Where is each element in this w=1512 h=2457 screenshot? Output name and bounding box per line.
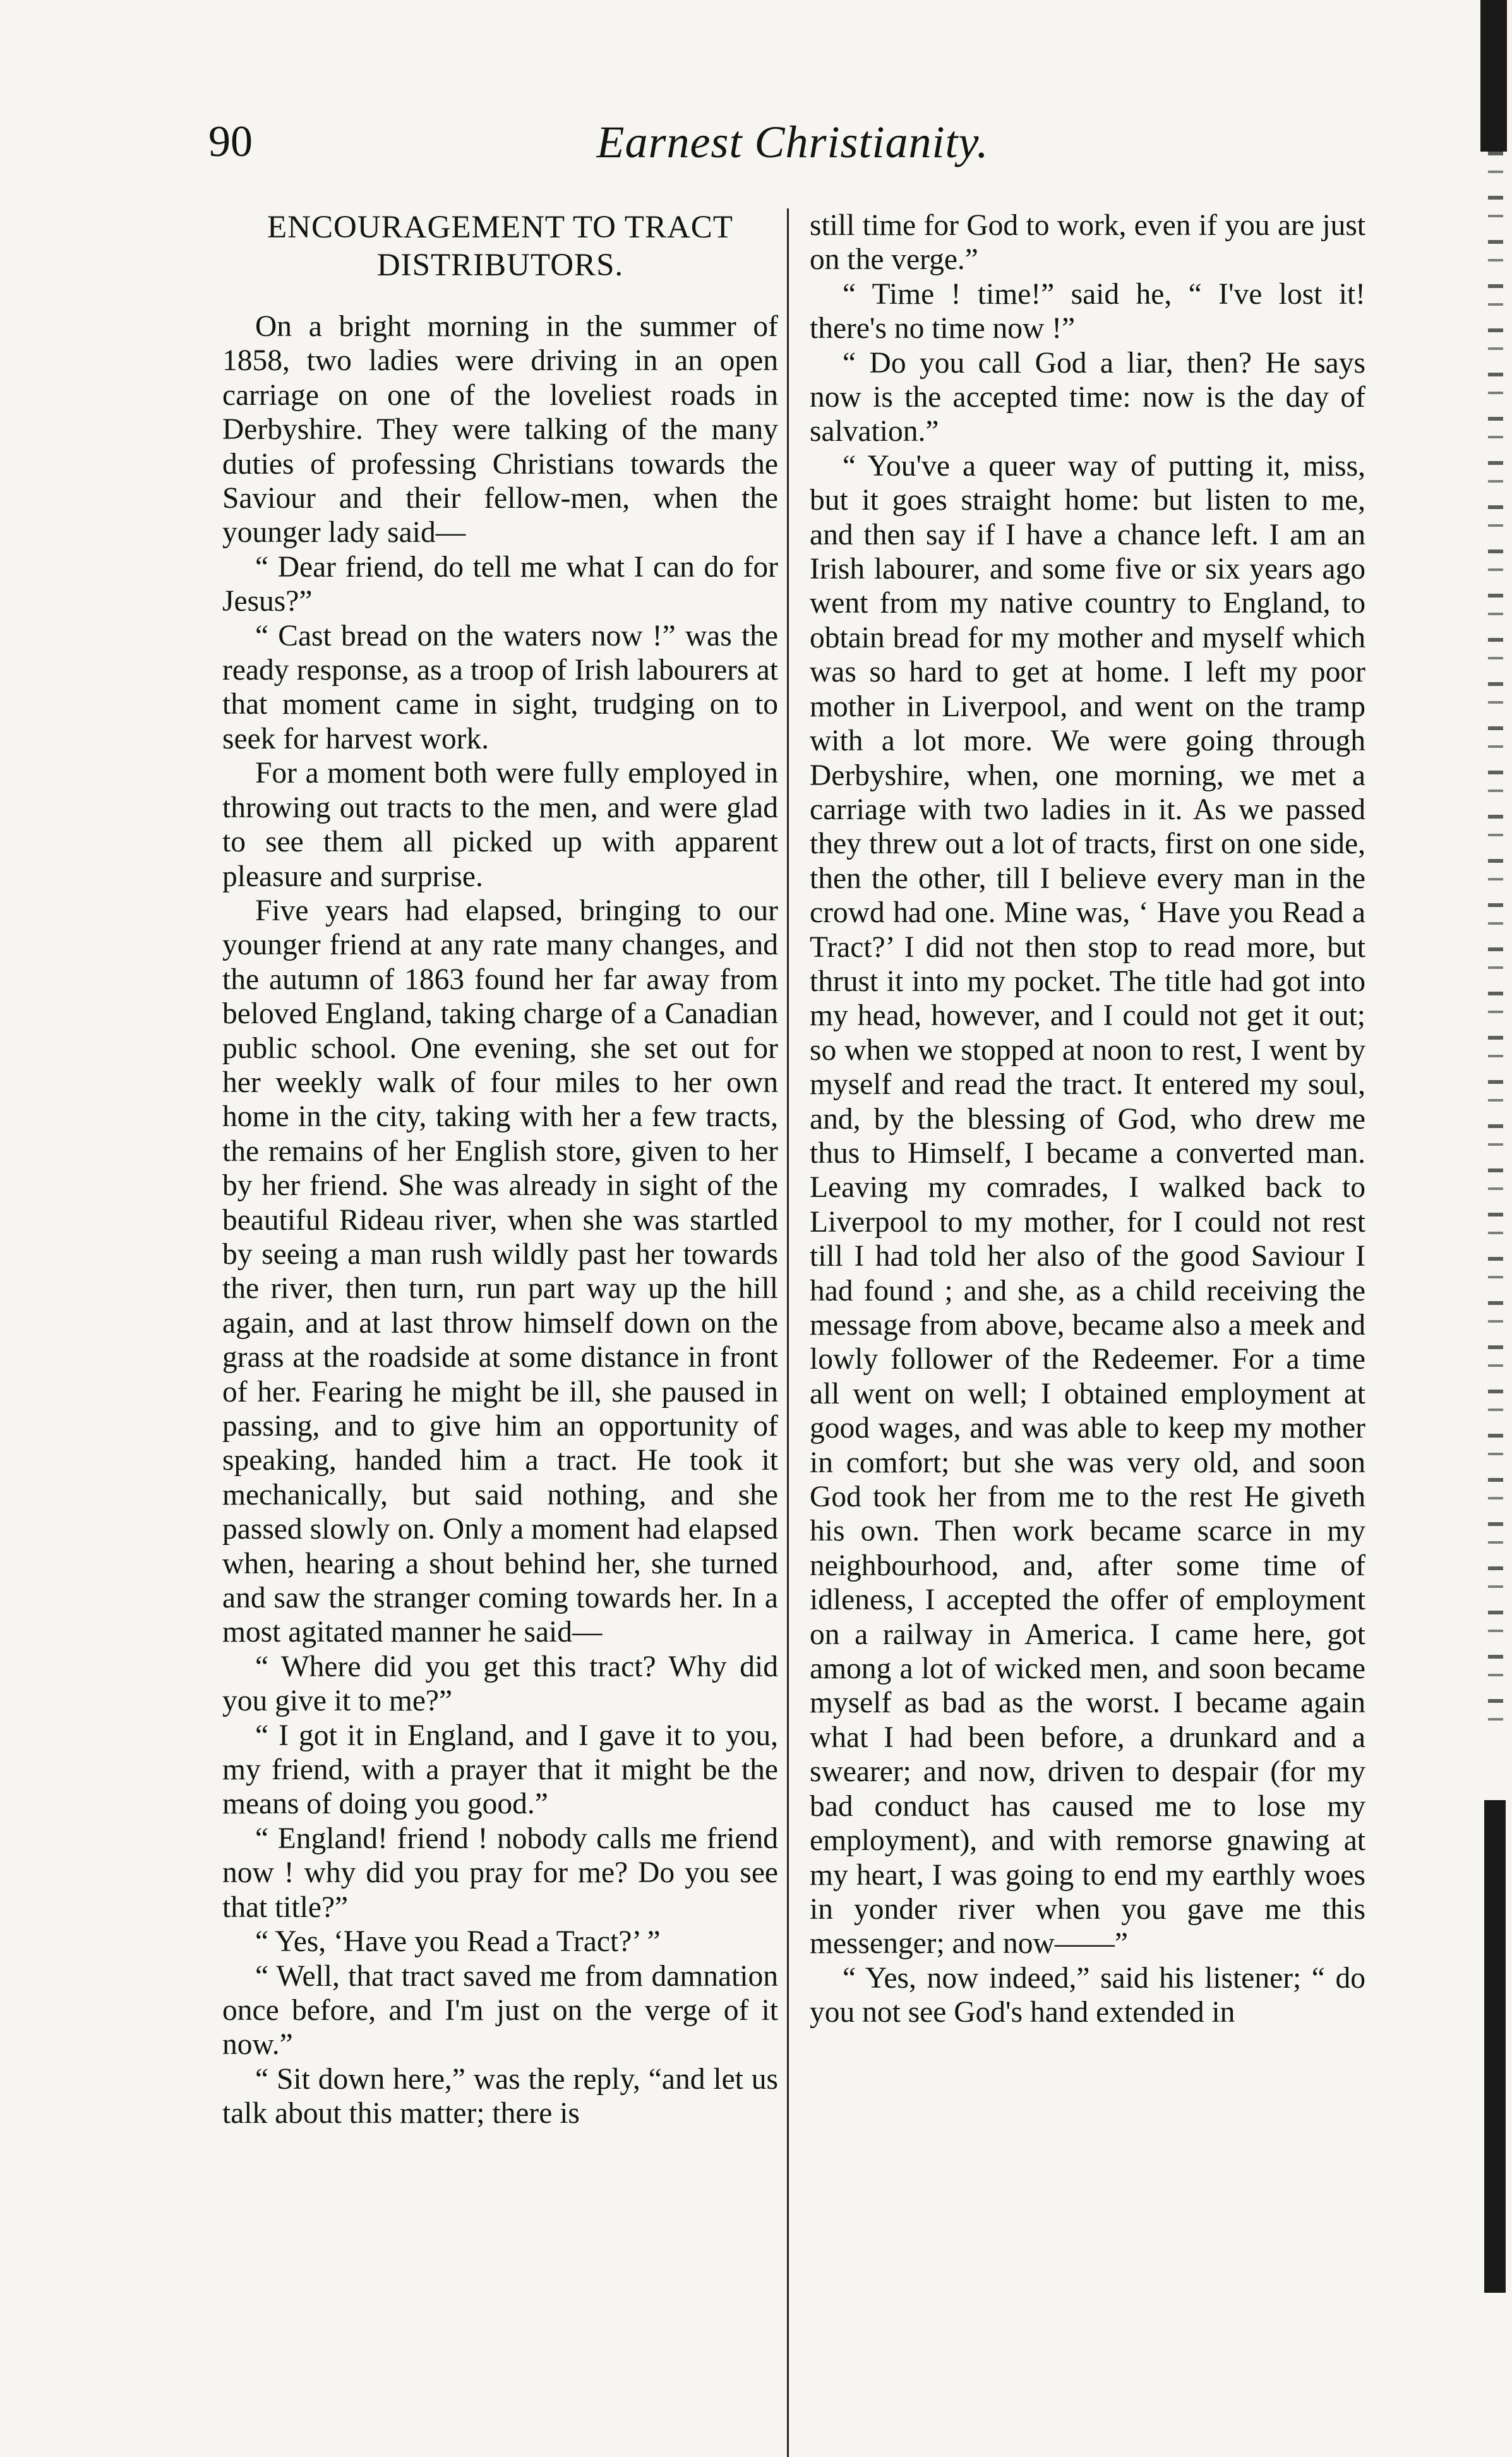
paragraph: “ Yes, now indeed,” said his listener; “ do you not see God's hand extended in <box>810 1961 1365 2029</box>
page-header <box>208 111 1377 180</box>
paragraph: “ England! friend ! nobody calls me friend now ! why did you pray for me? Do you see that title?” <box>222 1822 778 1924</box>
paragraph-continuation: still time for God to work, even if you are just on the verge.” <box>810 209 1365 277</box>
column-divider <box>787 208 789 2457</box>
running-title: Earnest Christianity. <box>596 117 989 167</box>
paragraph: “ Time ! time!” said he, “ I've lost it! there's no time now !” <box>810 277 1365 345</box>
paragraph: On a bright morning in the summer of 1858, two ladies were driving in an open carriage on one of the loveliest roads in Derbyshire. They were talking of the many duties of professing Christians towards the Saviour and their fellow-men, when the younger lady said— <box>222 310 778 550</box>
paragraph: “ Sit down here,” was the reply, “and let us talk about this matter; there is <box>222 2062 778 2130</box>
article-title: ENCOURAGEMENT TO TRACT DISTRIBUTORS. <box>267 210 733 283</box>
scanned-page-edge <box>1468 0 1512 2372</box>
paragraph: “ Do you call God a liar, then? He says now is the accepted time: now is the day of salvation.” <box>810 346 1365 448</box>
paragraph: For a moment both were fully employed in throwing out tracts to the men, and were glad to see them all picked up with apparent pleasure and surprise. <box>222 757 778 893</box>
paragraph: Five years had elapsed, bringing to our younger friend at any rate many changes, and the autumn of 1863 found her far away from beloved England, taking charge of a Canadian public school. One evening, she set out for her weekly walk of four miles to her own home in the city, taking with her a few tracts, the remains of her English store, given to her by her friend. She was already in sight of the beautiful Rideau river, when she was startled by seeing a man rush wildly past her towards the river, then turn, run part way up the hill again, and at last throw himself down on the grass at the roadside at some distance in front of her. Fearing he might be ill, she paused in passing, and to give him an opportunity of speaking, handed him a tract. He took it mechanically, but said nothing, and she passed slowly on. Only a moment had elapsed when, hearing a shout behind her, she turned and saw the stranger coming towards her. In a most agitated manner he said— <box>222 894 778 1649</box>
right-column <box>810 208 1365 2030</box>
paragraph: “ Cast bread on the waters now !” was the ready response, as a troop of Irish labourers at that moment came in sight, trudging on to seek for harvest work. <box>222 619 778 755</box>
page-number: 90 <box>208 117 253 166</box>
paragraph: “ Yes, ‘Have you Read a Tract?’ ” <box>255 1925 661 1959</box>
paragraph: “ Dear friend, do tell me what I can do for Jesus?” <box>222 550 778 618</box>
paragraph: “ Where did you get this tract? Why did you give it to me?” <box>222 1650 778 1718</box>
left-column <box>222 208 778 2131</box>
paragraph: “ You've a queer way of putting it, miss, but it goes straight home: but listen to me, and then say if I have a chance left. I am an Irish labourer, and some five or six years ago went from my native country to England, to obtain bread for my mother and myself which was so hard to get at home. I left my poor mother in Liverpool, and went on the tramp with a lot more. We were going through Derbyshire, when, one morning, we met a carriage with two ladies in it. As we passed they threw out a lot of tracts, first on one side, then the other, till I believe every man in the crowd had one. Mine was, ‘ Have you Read a Tract?’ I did not then stop to read more, but thrust it into my pocket. The title had got into my head, however, and I could not get it out; so when we stopped at noon to rest, I went by myself and read the tract. It entered my soul, and, by the blessing of God, who drew me thus to Himself, I became a converted man. Leaving my comrades, I walked back to Liverpool to my mother, for I could not rest till I had told her also of the good Saviour I had found ; and she, as a child receiving the message from above, became also a meek and lowly follower of the Redeemer. For a time all went on well; I obtained employment at good wages, and was able to keep my mother in comfort; but she was very old, and soon God took her from me to the rest He giveth his own. Then work became scarce in my neighbourhood, and, after some time of idleness, I accepted the offer of employment on a railway in America. I came here, got among a lot of wicked men, and soon became myself as bad as the worst. I became again what I had been before, a drunkard and a swearer; and now, driven to despair (for my bad conduct has caused me to lose my employment), and with remorse gnawing at my heart, I was going to end my earthly woes in yonder river when you gave me this messenger; and now——” <box>810 449 1365 1961</box>
paragraph: “ Well, that tract saved me from damnation once before, and I'm just on the verge of it now.” <box>222 1959 778 2062</box>
paragraph: “ I got it in England, and I gave it to you, my friend, with a prayer that it might be the means of doing you good.” <box>222 1719 778 1821</box>
